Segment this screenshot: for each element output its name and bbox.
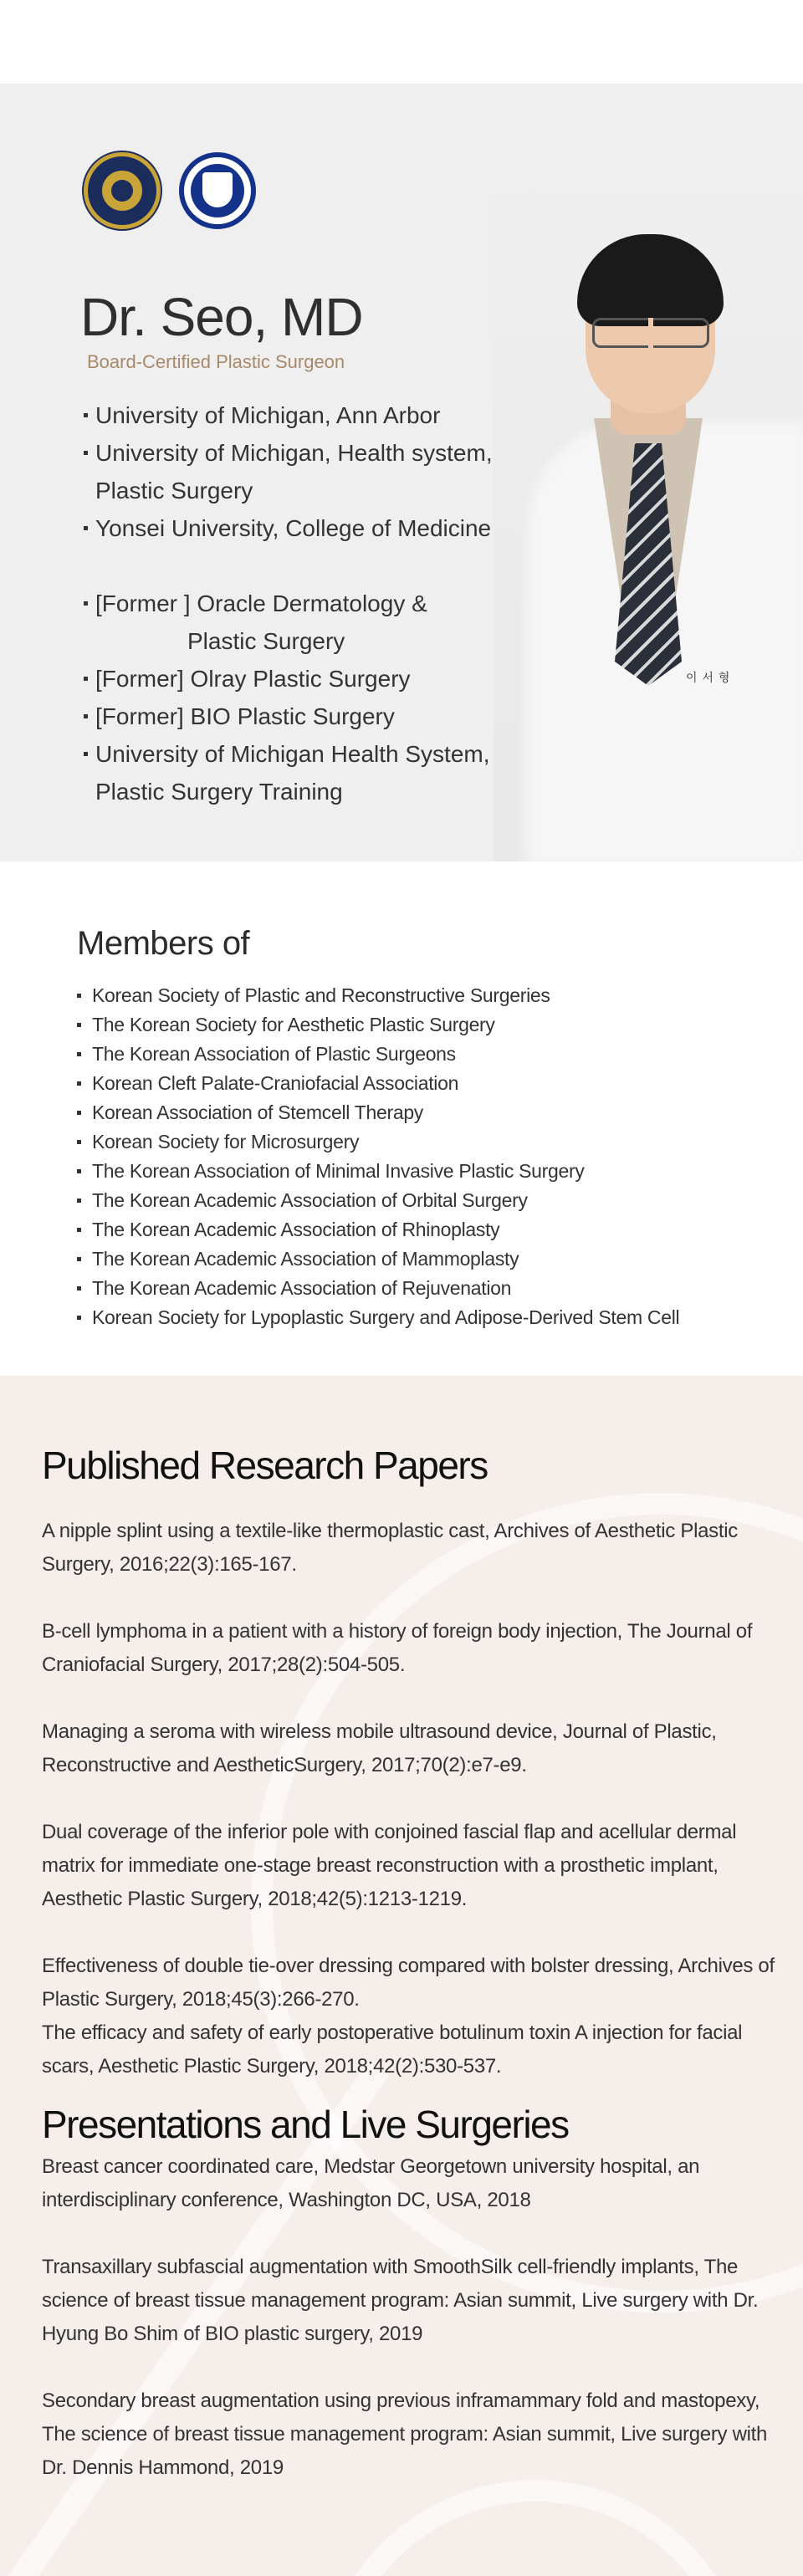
presentations-heading: Presentations and Live Surgeries: [42, 2103, 569, 2146]
member-item: The Korean Academic Association of Rhinoplasty: [77, 1215, 803, 1245]
member-item: The Korean Academic Association of Rejuvenation: [77, 1274, 803, 1303]
presentation-item: Breast cancer coordinated care, Medstar Georgetown university hospital, an interdisciplinary conference, Washington DC, USA, 2018: [42, 2155, 700, 2211]
presentation-item: Transaxillary subfascial augmentation with SmoothSilk cell-friendly implants, The science of breast tissue management program: Asian summit, Live surgery with Dr. Hyung Bo Shim of BIO plastic surgery, 2019: [42, 2256, 759, 2345]
members-heading: Members of: [77, 925, 250, 962]
decorative-ring: [318, 2480, 753, 2576]
research-section: [0, 1376, 803, 2576]
paper-item: B-cell lymphoma in a patient with a history of foreign body injection, The Journal of Craniofacial Surgery, 2017;28(2):504-505.: [42, 1620, 753, 1676]
doctor-portrait: [494, 167, 803, 861]
member-item: Korean Association of Stemcell Therapy: [77, 1098, 803, 1127]
presentation-item: Secondary breast augmentation using previous inframammary fold and mastopexy, The science of breast tissue management program: Asian summit, Live surgery with Dr. Dennis Hammond, 2019: [42, 2389, 768, 2479]
member-item: Korean Society for Microsurgery: [77, 1127, 803, 1157]
doctor-name: Dr. Seo, MD: [80, 287, 363, 347]
paper-item: Managing a seroma with wireless mobile ultrasound device, Journal of Plastic, Reconstructive and AestheticSurgery, 2017;70(2):e7-e9.: [42, 1720, 717, 1776]
research-heading: Published Research Papers: [42, 1444, 488, 1487]
doctor-subtitle: Board-Certified Plastic Surgeon: [87, 351, 345, 372]
credentials-list: [84, 396, 535, 810]
member-item: Korean Society of Plastic and Reconstructive Surgeries: [77, 981, 803, 1010]
paper-item: The efficacy and safety of early postoperative botulinum toxin A injection for facial scars, Aesthetic Plastic Surgery, 2018;42(2):530-537.: [42, 2021, 743, 2078]
credential-item: [Former ] Oracle Dermatology & Plastic Surgery: [84, 585, 535, 660]
top-spacer: [0, 0, 803, 84]
paper-item: Effectiveness of double tie-over dressing compared with bolster dressing, Archives of Plastic Surgery, 2018;45(3):266-270.: [42, 1955, 775, 2011]
yonsei-university-seal-icon: [179, 152, 256, 229]
university-logos: [84, 152, 256, 229]
credential-item: University of Michigan, Ann Arbor: [84, 396, 535, 434]
member-item: Korean Society for Lypoplastic Surgery and Adipose-Derived Stem Cell: [77, 1303, 803, 1332]
member-item: The Korean Association of Plastic Surgeons: [77, 1040, 803, 1069]
memberships-section: [0, 861, 803, 1376]
members-list: [77, 981, 803, 1332]
paper-item: Dual coverage of the inferior pole with conjoined fascial flap and acellular dermal matrix for immediate one-stage breast reconstruction with a prosthetic implant, Aesthetic Plastic Surgery, 2018;42(5):1213-1219.: [42, 1821, 737, 1910]
member-item: The Korean Society for Aesthetic Plastic Surgery: [77, 1010, 803, 1040]
university-of-michigan-seal-icon: [84, 152, 161, 229]
paper-item: A nipple splint using a textile-like thermoplastic cast, Archives of Aesthetic Plastic Surgery, 2016;22(3):165-167.: [42, 1520, 738, 1576]
member-item: The Korean Academic Association of Orbital Surgery: [77, 1186, 803, 1215]
credential-item: Yonsei University, College of Medicine: [84, 509, 535, 547]
credential-item: [Former] Olray Plastic Surgery: [84, 660, 535, 698]
member-item: Korean Cleft Palate-Craniofacial Association: [77, 1069, 803, 1098]
member-item: The Korean Academic Association of Mammoplasty: [77, 1245, 803, 1274]
doctor-profile: [0, 84, 803, 861]
credential-item: University of Michigan, Health system, Plastic Surgery: [84, 434, 535, 509]
credential-item: University of Michigan Health System, Plastic Surgery Training: [84, 735, 535, 810]
member-item: The Korean Association of Minimal Invasive Plastic Surgery: [77, 1157, 803, 1186]
credential-item: [Former] BIO Plastic Surgery: [84, 698, 535, 735]
name-badge: 이 서 형: [686, 671, 731, 684]
